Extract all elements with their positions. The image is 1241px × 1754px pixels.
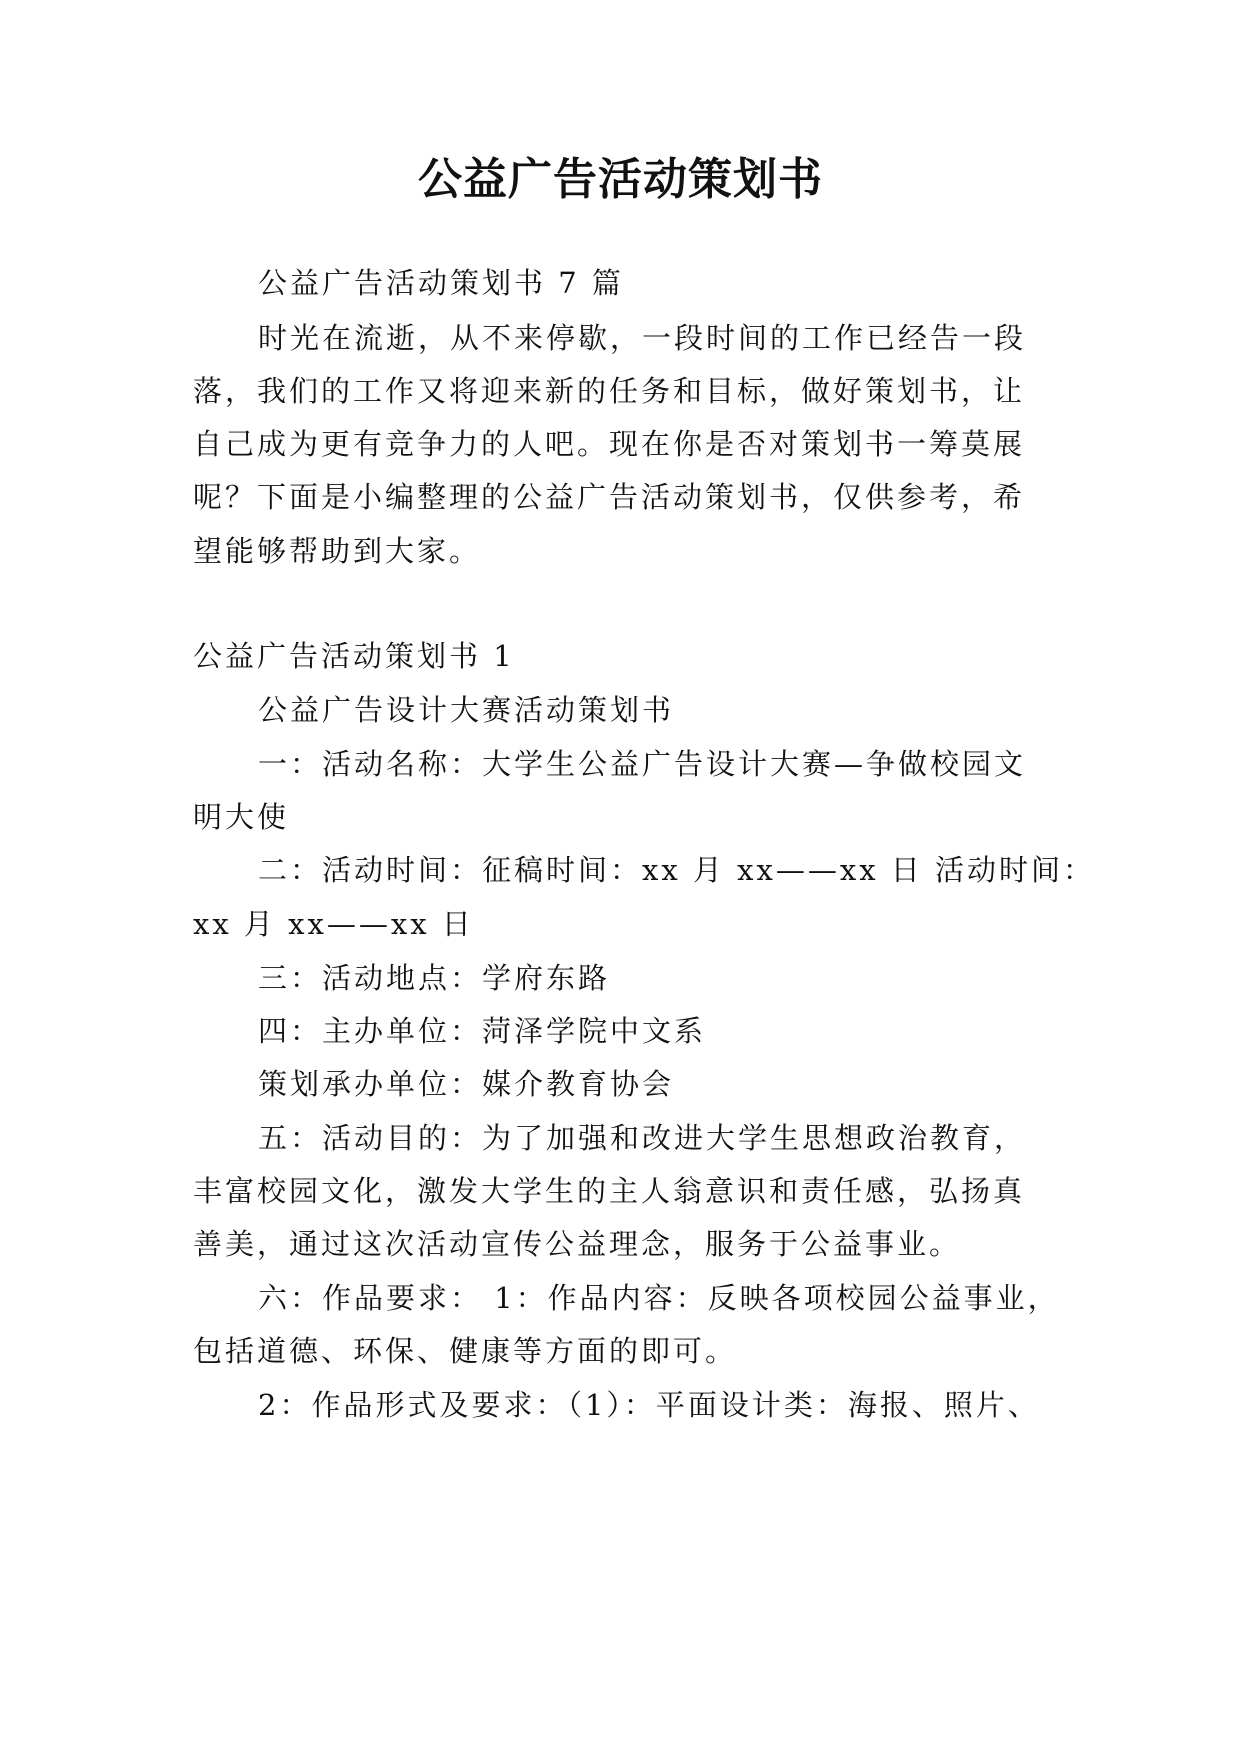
- paragraph-line: 呢？下面是小编整理的公益广告活动策划书，仅供参考，希: [193, 480, 1026, 514]
- paragraph-line: 2：作品形式及要求：（1）：平面设计类：海报、照片、: [258, 1388, 1040, 1422]
- paragraph-line: 四：主办单位：菏泽学院中文系: [258, 1014, 707, 1048]
- intro-heading: 公益广告活动策划书 7 篇: [258, 266, 624, 300]
- paragraph-line: 包括道德、环保、健康等方面的即可。: [193, 1334, 738, 1368]
- paragraph-line: 六：作品要求： 1：作品内容：反映各项校园公益事业，: [258, 1281, 1060, 1315]
- paragraph-line: 落，我们的工作又将迎来新的任务和目标，做好策划书，让: [193, 374, 1026, 408]
- paragraph-line: 丰富校园文化，激发大学生的主人翁意识和责任感，弘扬真: [193, 1174, 1026, 1208]
- section-subtitle: 公益广告设计大赛活动策划书: [258, 693, 675, 727]
- section-heading: 公益广告活动策划书 1: [193, 639, 515, 673]
- paragraph-line: 望能够帮助到大家。: [193, 534, 482, 568]
- paragraph-line: 五：活动目的：为了加强和改进大学生思想政治教育，: [258, 1121, 1027, 1155]
- paragraph-line: 三：活动地点：学府东路: [258, 961, 611, 995]
- document-title: 公益广告活动策划书: [418, 154, 823, 205]
- paragraph-line: 二：活动时间：征稿时间：xx 月 xx——xx 日 活动时间：: [258, 853, 1096, 887]
- paragraph-line: xx 月 xx——xx 日: [193, 907, 474, 941]
- paragraph-line: 策划承办单位：媒介教育协会: [258, 1067, 675, 1101]
- paragraph-line: 明大使: [193, 800, 290, 834]
- paragraph-line: 时光在流逝，从不来停歇，一段时间的工作已经告一段: [258, 321, 1027, 355]
- paragraph-line: 自己成为更有竞争力的人吧。现在你是否对策划书一筹莫展: [193, 427, 1026, 461]
- paragraph-line: 善美，通过这次活动宣传公益理念，服务于公益事业。: [193, 1227, 962, 1261]
- paragraph-line: 一：活动名称：大学生公益广告设计大赛—争做校园文: [258, 747, 1027, 781]
